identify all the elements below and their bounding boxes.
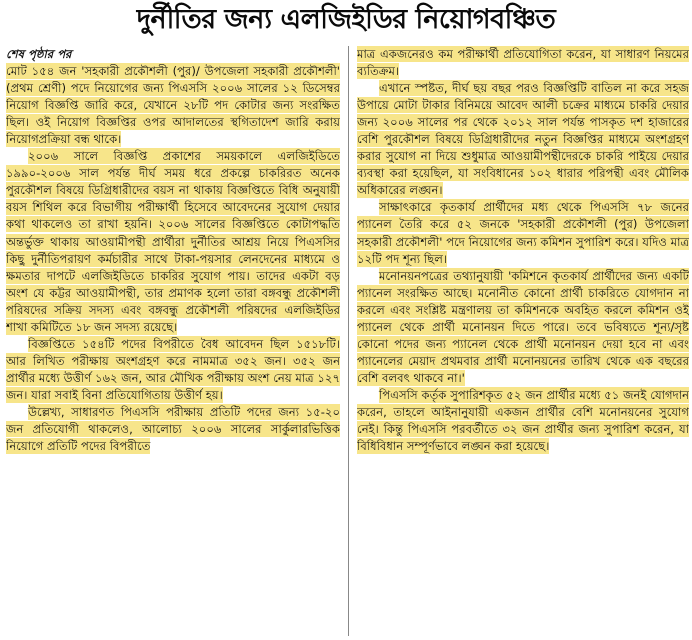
continued-label: শেষ পৃষ্ঠার পর bbox=[6, 47, 72, 61]
paragraph-text: পিএসসি কর্তৃক সুপারিশকৃত ৫২ জন প্রার্থীর মধ্যে ৫১ জনই যোগদান করেন, তাহলে আইনানুযায়ী একজন প্রার্থীর বেশি মনোনয়নের সুযোগ নেই। কিন্তু পিএসসি পরবর্তীতে ৩২ জন প্রার্থীর জন্য সুপারিশ করেন, যা বিধিবিধান সম্পূর্ণভাবে লঙ্ঘন করা হয়েছে। bbox=[357, 387, 689, 454]
paragraph bbox=[6, 404, 340, 455]
paragraph-text: বিজ্ঞপ্তিতে ১৫৪টি পদের বিপরীতে বৈধ আবেদন ছিল ১৫১৮টি। আর লিখিত পরীক্ষায় অংশগ্রহণ করে নামমাত্র ৩৫২ জন। ৩৫২ জন প্রার্থীর মধ্যে উত্তীর্ণ ১৬২ জন, আর মৌখিক পরীক্ষায় অংশ নেয় মাত্র ১২৭ জন। যারা সবাই বিনা প্রতিযোগিতায় উত্তীর্ণ হয়। bbox=[6, 336, 340, 402]
paragraph-text: সাক্ষাৎকারে কৃতকার্য প্রার্থীদের মধ্য থেকে পিএসসি ৭৮ জনের প্যানেল তৈরি করে ৫২ জনকে 'সহকারী প্রকৌশলী (পুর) উপজেলা সহকারী প্রকৌশলী' পদে নিয়োগের জন্য কমিশন সুপারিশ করে। যদিও মাত্র ১২টি পদ শূন্য ছিল। bbox=[357, 200, 689, 266]
paragraph bbox=[6, 63, 340, 148]
right-column bbox=[357, 46, 689, 636]
paragraph bbox=[6, 148, 340, 336]
left-column bbox=[6, 46, 340, 636]
paragraph bbox=[357, 46, 689, 80]
headline: দুর্নীতির জন্য এলজিইডির নিয়োগবঞ্চিত bbox=[136, 4, 556, 35]
column-divider bbox=[348, 46, 349, 636]
paragraph bbox=[357, 199, 689, 267]
paragraph bbox=[357, 268, 689, 387]
paragraph-text: উল্লেখ্য, সাধারণত পিএসসি পরীক্ষায় প্রতিটি পদের জন্য ১৫-২০ জন প্রতিযোগী থাকলেও, আলোচ্য ২০০৬ সালের সার্কুলারভিত্তিক নিয়োগে প্রতিটি পদের বিপরীতে bbox=[6, 404, 340, 454]
paragraph-text: এখানে স্পষ্টত, দীর্ঘ ছয় বছর পরও বিজ্ঞপ্তিটি বাতিল না করে সহজ উপায়ে মোটা টাকার বিনিময়ে আবেদ আলী চক্রের মাধ্যমে চাকরি দেয়ার জন্য ২০০৬ সালের পর থেকে ২০১২ সাল পর্যন্ত পাসকৃত দশ হাজারের বেশি পুরকৌশল বিষয়ে ডিগ্রিধারীদের নতুন বিজ্ঞপ্তির মাধ্যমে অংশগ্রহণ করার সুযোগ না দিয়ে শুধুমাত্র আওয়ামীপন্থীদেরকে চাকরি পাইয়ে দেয়ার ব্যবস্থা করা হয়েছিল, যা সংবিধানের ১০২ ধারার পরিপন্থী এবং মৌলিক অধিকারের লঙ্ঘন। bbox=[357, 81, 689, 198]
paragraph bbox=[357, 387, 689, 455]
paragraph bbox=[357, 80, 689, 199]
paragraph bbox=[6, 46, 340, 63]
paragraph-text: ২০০৬ সালে বিজ্ঞপ্তি প্রকাশের সময়কালে এলজিইডিতে ১৯৯০-২০০৬ সাল পর্যন্ত দীর্ঘ সময় ধরে প্রকল্পে চাকরিরত অনেক পুরকৌশল বিষয়ে ডিগ্রিধারীদের বয়স না থাকায় বিজ্ঞপ্তিতে বিধি অনুযায়ী বয়স শিথিল করে বিভাগীয় পরীক্ষার্থী হিসেবে আবেদনের সুযোগ দেয়ার কথা থাকলেও তা রাখা হয়নি। ২০০৬ সালের বিজ্ঞপ্তিতে কোটাপদ্ধতি অন্তর্ভুক্ত থাকায় আওয়ামীপন্থী প্রার্থীরা দুর্নীতির আশ্রয় নিয়ে পিএসসির কিছু দুর্নীতিপরায়ণ কর্মচারীর সাথে টাকা-পয়সার লেনদেনের মাধ্যমে ও ক্ষমতার দাপটে এলজিইডিতে চাকরির সুযোগ পায়। তাদের একটা বড় অংশ যে কট্টর আওয়ামীপন্থী, তার প্রমাণক হলো তারা বঙ্গবন্ধু প্রকৌশলী পরিষদের সক্রিয় সদস্য এবং বঙ্গবন্ধু প্রকৌশলী পরিষদের এলজিইডির শাখা কমিটিতে ১৮ জন সদস্য রয়েছে। bbox=[6, 149, 340, 334]
paragraph-text: মাত্র একজনেরও কম পরীক্ষার্থী প্রতিযোগিতা করেন, যা সাধারণ নিয়মের ব্যতিক্রম। bbox=[357, 47, 689, 79]
paragraph bbox=[6, 336, 340, 404]
paragraph-text: মনোনয়নপত্রের তথ্যানুযায়ী 'কমিশনে কৃতকার্য প্রার্থীদের জন্য একটি প্যানেল সংরক্ষিত আছে। মনোনীত কোনো প্রার্থী চাকরিতে যোগদান না করলে এবং সংশ্লিষ্ট মন্ত্রণালয় তা কমিশনকে অবহিত করলে কমিশন ওই প্যানেল থেকে প্রার্থী মনোনয়ন দিতে পারে। তবে ভবিষ্যতে শূন্য/সৃষ্ট কোনো পদের জন্য প্যানেল থেকে প্রার্থী মনোনয়ন দেয়া হবে না এবং প্যানেলের মেয়াদ প্রথমবার প্রার্থী মনোনয়নের তারিখ থেকে এক বছরের বেশি বলবৎ থাকবে না।' bbox=[357, 268, 689, 385]
paragraph-text: মোট ১৫৪ জন 'সহকারী প্রকৌশলী (পুর)/ উপজেলা সহকারী প্রকৌশলী' (প্রথম শ্রেণী) পদে নিয়োগের জন্য পিএসসি ২০০৬ সালের ১২ ডিসেম্বর নিয়োগ বিজ্ঞপ্তি জারি করে, যেখানে ২৮টি পদ কোটার জন্য সংরক্ষিত ছিল। ওই নিয়োগ বিজ্ঞপ্তির ওপর আদালতের স্থগিতাদেশ জারি করায় নিয়োগপ্রক্রিয়া বন্ধ থাকে। bbox=[6, 64, 340, 147]
